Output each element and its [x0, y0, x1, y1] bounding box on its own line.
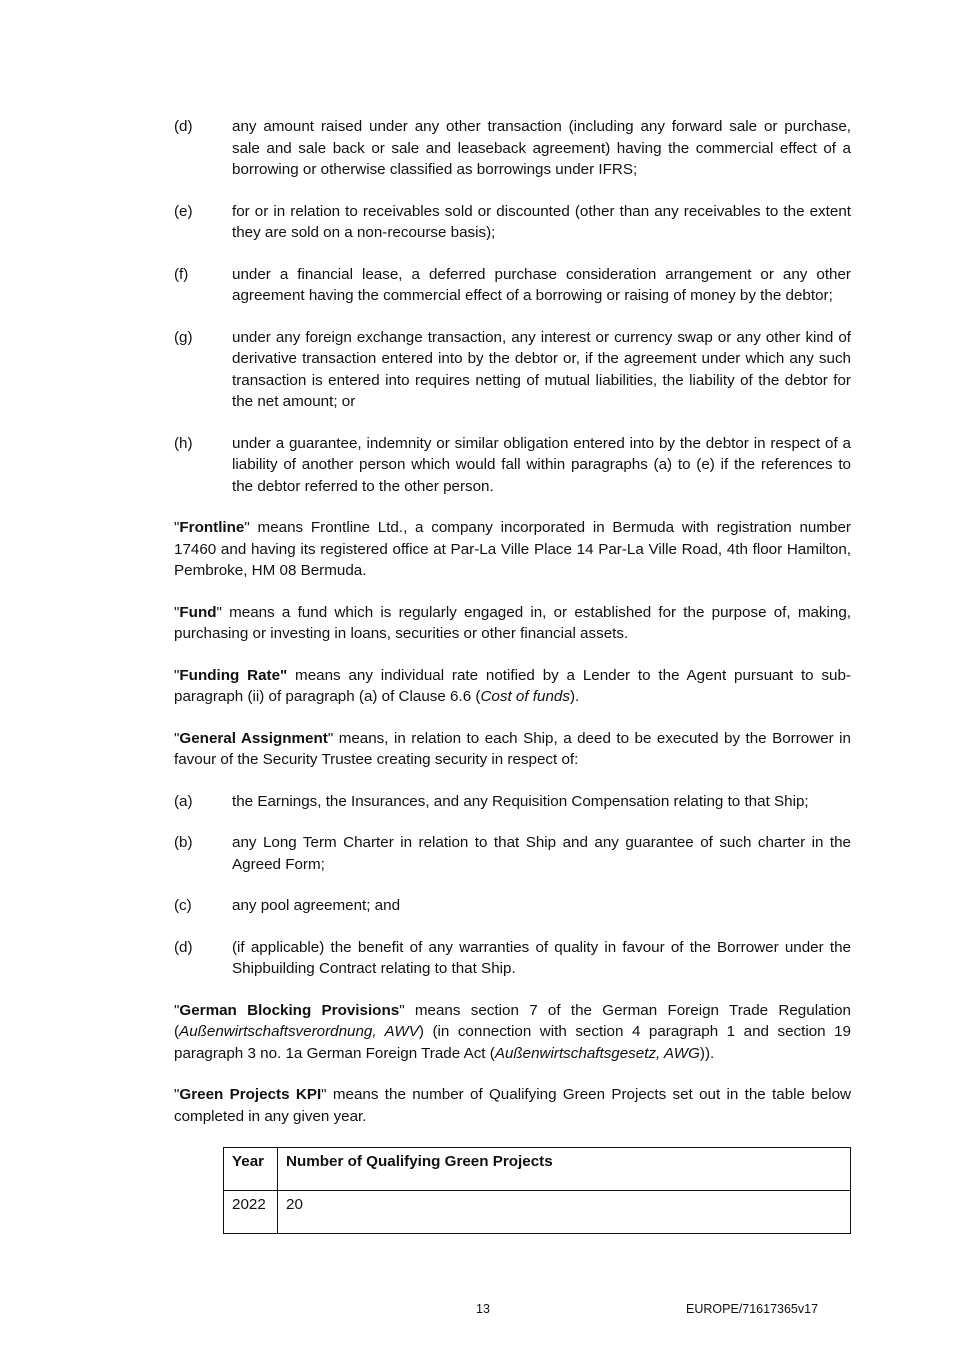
list-item: (a) the Earnings, the Insurances, and any Requisition Compensation relating to that Ship; — [174, 792, 809, 810]
definition-general-assignment: "General Assignment" means, in relation to each Ship, a deed to be executed by the Borrower in favour of the Security Trustee creating security in respect of: — [174, 729, 852, 768]
page-content — [174, 116, 851, 1234]
list-item: (h) under a guarantee, indemnity or similar obligation entered into by the debtor in respect of a liability of another person which would fall within paragraphs (a) to (e) if the references to the debtor referred to the other person. — [174, 434, 851, 495]
table-cell: 20 — [278, 1191, 851, 1234]
table-header-cell: Year — [224, 1148, 278, 1191]
table-header-cell: Number of Qualifying Green Projects — [278, 1148, 851, 1191]
table-header-row — [224, 1148, 851, 1191]
list-item: (b) any Long Term Charter in relation to that Ship and any guarantee of such charter in the Agreed Form; — [174, 834, 851, 873]
green-projects-table — [223, 1147, 851, 1234]
list-item: (d) (if applicable) the benefit of any warranties of quality in favour of the Borrower under the Shipbuilding Contract relating to that Ship. — [174, 938, 851, 977]
definition-fund: "Fund" means a fund which is regularly engaged in, or established for the purpose of, making, purchasing or investing in loans, securities or other financial assets. — [174, 603, 851, 642]
definition-german-blocking-provisions: "German Blocking Provisions" means section 7 of the German Foreign Trade Regulation (Außenwirtschaftsverordnung, AWV) (in connection with section 4 paragraph 1 and section 19 paragraph 3 no. 1a German Foreign Trade Act (Außenwirtschaftsgesetz, AWG)). — [174, 1001, 851, 1062]
definition-funding-rate: "Funding Rate" means any individual rate notified by a Lender to the Agent pursuant to sub-paragraph (ii) of paragraph (a) of Clause 6.6 (Cost of funds). — [174, 666, 851, 705]
list-item: (d) any amount raised under any other transaction (including any forward sale or purchase, sale and sale back or sale and leaseback agreement) having the commercial effect of a borrowing or otherwise classified as borrowings under IFRS; — [174, 118, 851, 178]
list-item: (e) for or in relation to receivables sold or discounted (other than any receivables to the extent they are sold on a non-recourse basis); — [174, 202, 851, 241]
list-item: (g) under any foreign exchange transaction, any interest or currency swap or any other kind of derivative transaction entered into by the debtor or, if the agreement under which any such transaction is entered into requires netting of mutual liabilities, the liability of the debtor for the net amount; or — [174, 328, 851, 410]
definition-frontline: "Frontline" means Frontline Ltd., a company incorporated in Bermuda with registration number 17460 and having its registered office at Par-La Ville Place 14 Par-La Ville Road, 4th floor Hamilton, Pembroke, HM 08 Bermuda. — [174, 519, 851, 579]
table-cell: 2022 — [224, 1191, 278, 1234]
list-item: (f) under a financial lease, a deferred purchase consideration arrangement or any other agreement having the commercial effect of a borrowing or raising of money by the debtor; — [174, 265, 851, 304]
document-reference: EUROPE/71617365v17 — [686, 1302, 819, 1316]
table-row — [224, 1191, 851, 1234]
list-item: (c) any pool agreement; and — [174, 897, 401, 914]
definition-green-projects-kpi: "Green Projects KPI" means the number of Qualifying Green Projects set out in the table below completed in any given year. — [174, 1086, 851, 1125]
page-number: 13 — [476, 1302, 490, 1316]
